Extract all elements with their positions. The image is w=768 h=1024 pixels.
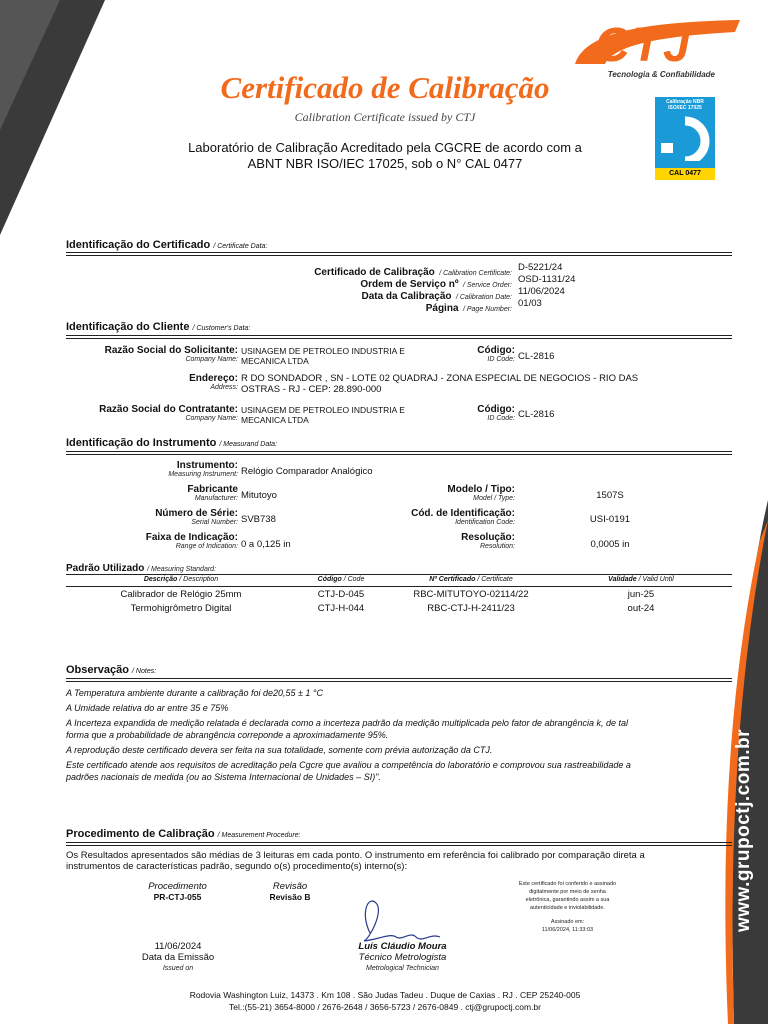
cert-row: Página / Page Number: 01/03	[425, 298, 542, 314]
footer-contact: Tel.:(55-21) 3654-8000 / 2676-2648 / 3656-5723 / 2676-0849 . ctj@grupoctj.com.br	[229, 1002, 541, 1012]
header-validity: Validade / Valid Until	[608, 576, 674, 583]
digital-signature-note: Este certificado foi conferido e assinado digitalmente por meio de senha eletrônica, garantindo assim a sua autenticidade e inviolabilidade. Assinado em: 11/06/2024, 11:33:03	[518, 881, 617, 933]
certificate-number: D-5221/24	[518, 262, 563, 273]
logo-text: CTJ	[595, 19, 692, 72]
divider	[66, 586, 732, 587]
divider	[66, 255, 732, 256]
divider	[66, 454, 732, 455]
service-order: OSD-1131/24	[518, 274, 576, 285]
contractor-value: USINAGEM DE PETROLEO INDUSTRIA E MECANICA LTDA	[241, 405, 405, 425]
model-value: 1507S	[596, 490, 624, 501]
notes-block	[66, 687, 726, 783]
certificate-rows	[200, 262, 600, 314]
requester-value: USINAGEM DE PETROLEO INDUSTRIA E MECANICA LTDA	[241, 346, 405, 366]
instrument-label: Instrumento: Measuring Instrument:	[168, 460, 238, 478]
accreditation-line-2: ABNT NBR ISO/IEC 17025, sob o N° CAL 0477	[247, 156, 523, 171]
note-line: forma que a probabilidade de abrangência correponde a aproximadamente 95%.	[66, 730, 389, 740]
document-title: Certificado de Calibração	[220, 70, 550, 105]
contractor-code: CL-2816	[518, 409, 555, 420]
divider	[66, 252, 732, 253]
cert-row: Certificado de Calibração / Calibration Certificate: D-5221/24	[314, 262, 563, 278]
serial-label: Número de Série: Serial Number:	[155, 508, 238, 526]
note-line: A Umidade relativa do ar entre 35 e 75%	[66, 703, 229, 713]
technician-block: Luís Cláudio Moura Técnico Metrologista Metrological Technician	[358, 941, 447, 972]
signature-icon	[350, 893, 450, 948]
idcode-label: Cód. de Identificação: Identification Code:	[411, 508, 515, 526]
seal-bottom-text: CAL 0477	[655, 168, 715, 180]
requester-code-label: Código: ID Code:	[477, 345, 515, 363]
divider	[66, 842, 732, 843]
address-line-2: OSTRAS - RJ - CEP: 28.890-000	[241, 384, 382, 395]
instrument-section-title: Identificação do Instrumento / Measurand Data:	[66, 437, 278, 449]
maker-value: Mitutoyo	[241, 490, 277, 501]
procedure-id: Procedimento PR-CTJ-055	[148, 881, 207, 902]
certificate-section-title: Identificação do Certificado / Certificate Data:	[66, 239, 268, 251]
maker-label: Fabricante Manufacturer:	[187, 484, 238, 502]
table-row: Termohigrômetro Digital CTJ-H-044 RBC-CTJ-H-2411/23 out-24	[130, 603, 655, 614]
note-line: A Temperatura ambiente durante a calibração foi de20,55 ± 1 °C	[66, 688, 324, 698]
contractor-label: Razão Social do Contratante: Company Name:	[99, 404, 238, 422]
logo-tagline: Tecnologia & Confiabilidade	[607, 70, 715, 79]
standards-table-header	[66, 576, 732, 586]
table-row: Calibrador de Relógio 25mm CTJ-D-045 RBC-MITUTOYO-02114/22 jun-25	[120, 589, 655, 600]
calibration-date: 11/06/2024	[518, 286, 565, 297]
contractor-code-label: Código: ID Code:	[477, 404, 515, 422]
note-line: padrões nacionais de medida (ou ao Sistema Internacional de Unidades – SI)".	[66, 772, 381, 782]
instrument-value: Relógio Comparador Analógico	[241, 466, 373, 477]
resolution-value: 0,0005 in	[590, 539, 630, 550]
page-number: 01/03	[518, 298, 542, 309]
accreditation-seal	[655, 97, 715, 180]
divider	[66, 451, 732, 452]
note-line: Este certificado atende aos requisitos de acreditação pela Cgcre que avaliou a competência do laboratório e comprovou sua rastreabilidade a	[66, 760, 631, 770]
address-label: Endereço: Address:	[189, 373, 238, 391]
idcode-value: USI-0191	[589, 514, 631, 525]
note-line: A Incerteza expandida de medição relatada é declarada como a incerteza padrão da medição multiplicada pelo fator de abrangência k, de tal	[66, 718, 629, 728]
divider	[66, 335, 732, 336]
seal-symbol-icon	[655, 111, 715, 161]
accreditation-line-1: Laboratório de Calibração Acreditado pela CGCRE de acordo com a	[188, 140, 582, 155]
cert-row: Data da Calibração / Calibration Date: 11/06/2024	[361, 286, 565, 302]
requester-label: Razão Social do Solicitante: Company Name:	[104, 345, 238, 363]
issue-date-block: 11/06/2024 Data da Emissão Issued on	[141, 941, 215, 972]
footer-address: Rodovia Washington Luiz, 14373 . Km 108 . São Judas Tadeu . Duque de Caxias . RJ . CEP 25240-005	[189, 990, 581, 1000]
divider	[66, 338, 732, 339]
procedure-text: Os Resultados apresentados são médias de 3 leituras em cada ponto. O instrumento em referência foi calibrado por comparação direta a instrumentos de características padrão, segundo o(s) procedimento(s) interno(s):	[66, 850, 645, 872]
header-description: Descrição / Description	[143, 576, 219, 583]
range-label: Faixa de Indicação: Range of Indication:	[145, 532, 238, 550]
divider	[66, 574, 732, 575]
serial-value: SVB738	[241, 514, 276, 525]
header-code: Código / Code	[317, 576, 365, 583]
top-left-corner-graphic	[0, 0, 110, 240]
model-label: Modelo / Tipo: Model / Type:	[447, 484, 515, 502]
website-vertical: www.grupoctj.com.br	[733, 728, 754, 932]
range-value: 0 a 0,125 in	[241, 539, 291, 550]
address-line-1: R DO SONDADOR , SN - LOTE 02 QUADRAJ - ZONA ESPECIAL DE NEGOCIOS - RIO DAS	[241, 373, 639, 384]
standards-section-title: Padrão Utilizado / Measuring Standard:	[66, 563, 217, 574]
note-line: A reprodução deste certificado devera ser feita na sua totalidade, somente com prévia autorização da CTJ.	[66, 745, 493, 755]
procedure-section-title: Procedimento de Calibração / Measurement Procedure:	[66, 828, 301, 840]
procedure-revision: Revisão Revisão B	[269, 881, 311, 902]
divider	[66, 845, 732, 846]
notes-section-title: Observação / Notes:	[66, 664, 157, 676]
document-subtitle: Calibration Certificate issued by CTJ	[294, 110, 476, 124]
divider	[66, 678, 732, 679]
requester-code: CL-2816	[518, 351, 555, 362]
cert-row: Ordem de Serviço nº / Service Order: OSD-1131/24	[360, 274, 576, 290]
client-section-title: Identificação do Cliente / Customer's Data:	[66, 321, 251, 333]
header-certificate: Nº Certificado / Certificate	[429, 576, 513, 583]
seal-top-text: Calibração NBR ISO/IEC 17025	[655, 97, 715, 111]
resolution-label: Resolução: Resolution:	[461, 532, 515, 550]
divider	[66, 681, 732, 682]
